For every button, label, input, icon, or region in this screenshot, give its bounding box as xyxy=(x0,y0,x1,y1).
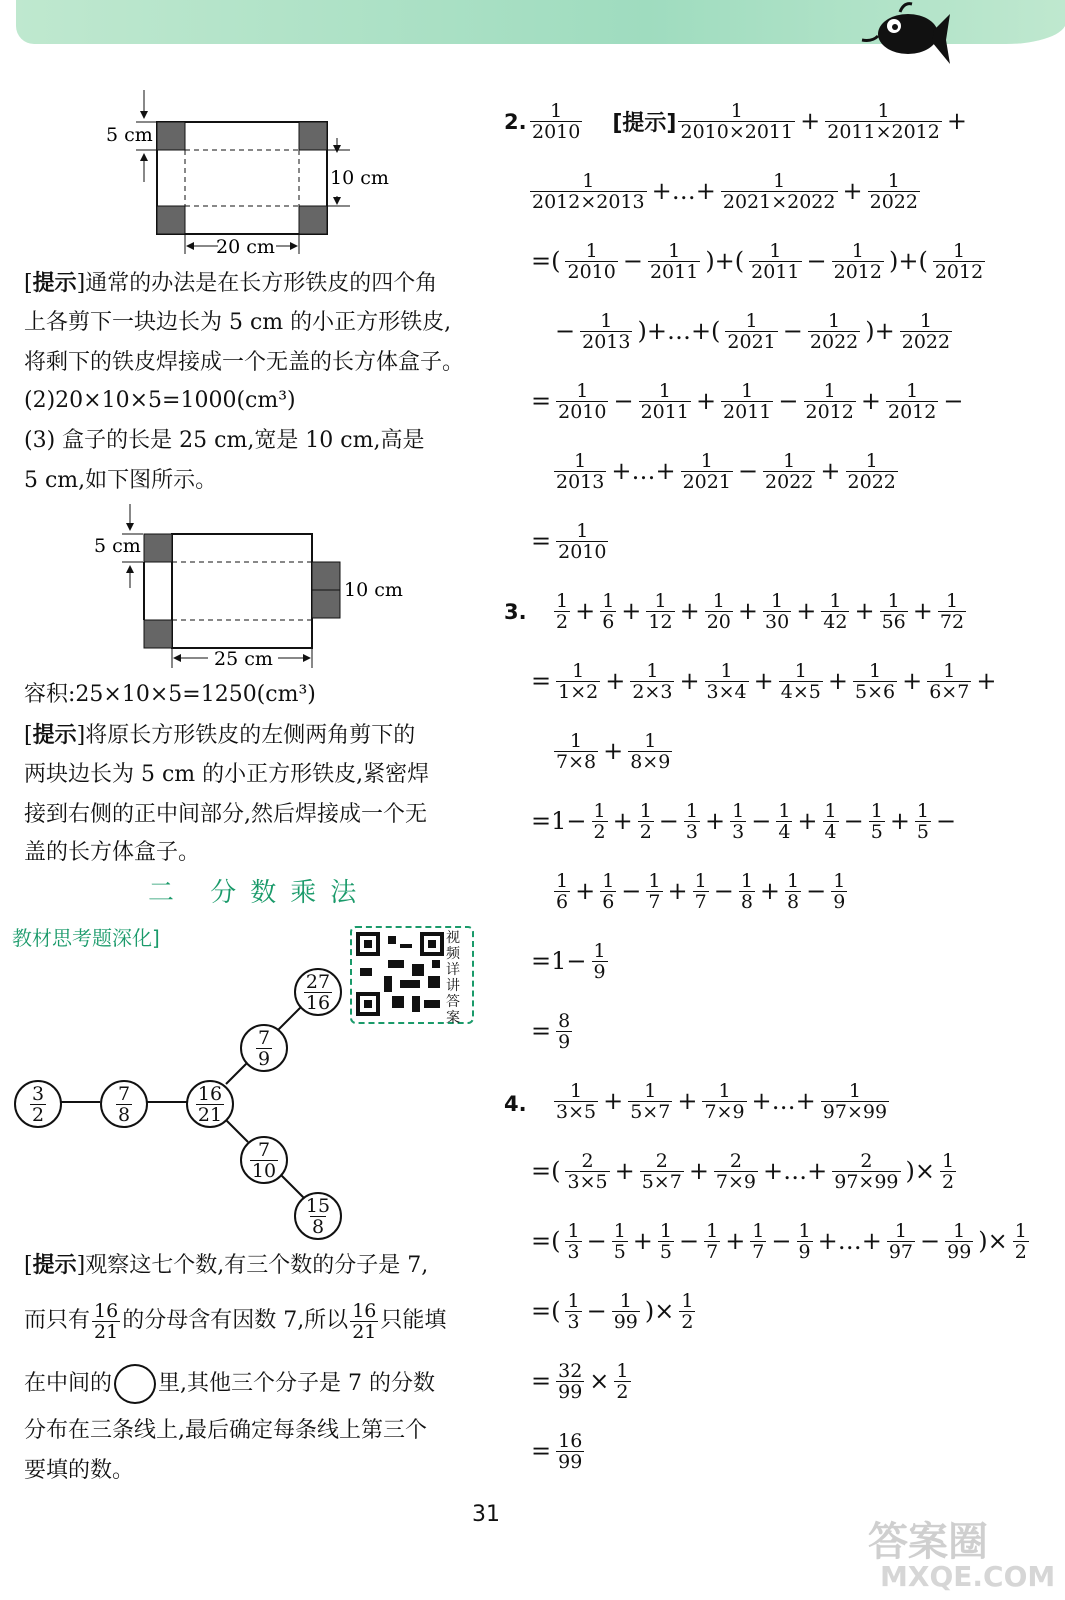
hint2-line1: [提示]将原长方形铁皮的左侧两角剪下的 xyxy=(24,722,416,748)
hint3-line2: 而只有 $\frac{16}{21}$ 的分母含有因数 7,所以 $\frac{16}{21}$ 只能填 xyxy=(24,1299,447,1343)
hint3-line1: [提示]观察这七个数,有三个数的分子是 7, xyxy=(24,1252,429,1278)
p4-line2: =( $\frac{2}{3\times 5}$ + $\frac{2}{5\times 7}$ + $\frac{2}{7\times 9}$ +…+ $\frac{2}{97\times 99}$ )× $\frac{1}{2}$ xyxy=(531,1149,955,1193)
p3-line1: $\frac{1}{2}$ + $\frac{1}{6}$ + $\frac{1}{12}$ + $\frac{1}{20}$ + $\frac{1}{30}$ + $\frac{1}{42}$ + $\frac{1}{56}$ + $\frac{1}{72}$ xyxy=(556,589,965,633)
p2-line5: = $\frac{1}{2010}$ − $\frac{1}{2011}$ + $\frac{1}{2011}$ − $\frac{1}{2012}$ + $\frac{1}{2012}$ − xyxy=(531,379,964,423)
problem-4-number: 4. xyxy=(504,1092,527,1116)
tree-node-lower-mid: $\frac{7}{10}$ xyxy=(240,1136,288,1184)
hint3-line4: 分布在三条线上,最后确定每条线上第三个 xyxy=(24,1418,427,1443)
p4-line4: =( $\frac{1}{3}$ − $\frac{1}{99}$ )× $\frac{1}{2}$ xyxy=(531,1289,694,1333)
p2-line1: $\frac{1}{2010}$ [提示] $\frac{1}{2010\times 2011}$ + $\frac{1}{2011\times 2012}$ + xyxy=(532,99,967,143)
qr-label: 视频详讲答案 xyxy=(446,930,460,1026)
fig1-height-label: 10 cm xyxy=(330,167,389,189)
fish-mascot-icon xyxy=(860,0,950,72)
hint2-line4: 盖的长方体盒子。 xyxy=(24,840,201,865)
tree-node-upper-end: $\frac{27}{16}$ xyxy=(294,968,342,1016)
figure-rectangle-20cm xyxy=(100,88,420,258)
p3-line3: $\frac{1}{7\times 8}$ + $\frac{1}{8\times 9}$ xyxy=(556,729,671,773)
watermark-url: MXQE.COM xyxy=(880,1560,1056,1593)
fig2-height-label: 10 cm xyxy=(344,579,403,601)
p2-line4: − $\frac{1}{2013}$ )+…+( $\frac{1}{2021}$ − $\frac{1}{2022}$ )+ $\frac{1}{2022}$ xyxy=(555,309,951,353)
problem-2-number: 2. xyxy=(504,110,527,134)
p2-hint-label: [提示] xyxy=(612,110,677,136)
fig1-width-label: 20 cm xyxy=(216,236,275,258)
qr-code-icon xyxy=(356,932,444,1016)
p3-result: = $\frac{8}{9}$ xyxy=(531,1009,571,1053)
p3-line6: =1− $\frac{1}{9}$ xyxy=(531,939,606,983)
p4-line1: $\frac{1}{3\times 5}$ + $\frac{1}{5\times 7}$ + $\frac{1}{7\times 9}$ +…+ $\frac{1}{97\times 99}$ xyxy=(556,1079,888,1123)
hint1-line1: [提示]通常的办法是在长方形铁皮的四个角 xyxy=(24,270,438,296)
hint2-line3: 接到右侧的正中间部分,然后焊接成一个无 xyxy=(24,802,427,827)
fig2-width-label: 25 cm xyxy=(214,648,273,670)
p2-line3: =( $\frac{1}{2010}$ − $\frac{1}{2011}$ )+( $\frac{1}{2011}$ − $\frac{1}{2012}$ )+( $\frac{1}{2012}$ xyxy=(531,239,984,283)
watermark-logo: 答案圈 xyxy=(868,1519,988,1565)
empty-circle-icon xyxy=(114,1364,156,1404)
answer-part2: (2)20×10×5=1000(cm³) xyxy=(24,388,296,413)
p3-line2: = $\frac{1}{1\times 2}$ + $\frac{1}{2\times 3}$ + $\frac{1}{3\times 4}$ + $\frac{1}{4\times 5}$ + $\frac{1}{5\times 6}$ + $\frac{1}{6\times 7}$ + xyxy=(531,659,997,703)
problem-3-number: 3. xyxy=(504,600,527,624)
answer-part3-line1: (3) 盒子的长是 25 cm,宽是 10 cm,高是 xyxy=(24,428,425,453)
tree-node-center: $\frac{16}{21}$ xyxy=(186,1080,234,1128)
tree-node-1: $\frac{3}{2}$ xyxy=(14,1080,62,1128)
p4-result: = $\frac{16}{99}$ xyxy=(531,1429,583,1473)
tree-node-upper-mid: $\frac{7}{9}$ xyxy=(240,1024,288,1072)
hint1-line3: 将剩下的铁皮焊接成一个无盖的长方体盒子。 xyxy=(24,350,465,375)
section-title: 二 分数乘法 xyxy=(148,878,371,908)
hint3-line5: 要填的数。 xyxy=(24,1458,135,1483)
hint3-line3: 在中间的 里,其他三个分子是 7 的分数 xyxy=(24,1364,435,1404)
tree-node-lower-end: $\frac{15}{8}$ xyxy=(294,1192,342,1240)
p2-result: = $\frac{1}{2010}$ xyxy=(531,519,607,563)
p4-line3: =( $\frac{1}{3}$ − $\frac{1}{5}$ + $\frac{1}{5}$ − $\frac{1}{7}$ + $\frac{1}{7}$ − $\frac{1}{9}$ +…+ $\frac{1}{97}$ − $\frac{1}{99}$ )× $\frac{1}{2}$ xyxy=(531,1219,1027,1263)
figure-rectangle-25cm xyxy=(88,498,428,674)
p4-line5: = $\frac{32}{99}$ × $\frac{1}{2}$ xyxy=(531,1359,629,1403)
tree-node-2: $\frac{7}{8}$ xyxy=(100,1080,148,1128)
p2-line6: $\frac{1}{2013}$ +…+ $\frac{1}{2021}$ − $\frac{1}{2022}$ + $\frac{1}{2022}$ xyxy=(556,449,896,493)
volume-answer: 容积:25×10×5=1250(cm³) xyxy=(24,682,316,707)
hint2-line2: 两块边长为 5 cm 的小正方形铁皮,紧密焊 xyxy=(24,762,430,787)
p3-line4: =1− $\frac{1}{2}$ + $\frac{1}{2}$ − $\frac{1}{3}$ + $\frac{1}{3}$ − $\frac{1}{4}$ + $\frac{1}{4}$ − $\frac{1}{5}$ + $\frac{1}{5}$ − xyxy=(531,799,957,843)
page-number: 31 xyxy=(472,1502,500,1527)
p2-line2: $\frac{1}{2012\times 2013}$ +…+ $\frac{1}{2021\times 2022}$ + $\frac{1}{2022}$ xyxy=(532,169,918,213)
fig2-corner-label: 5 cm xyxy=(94,535,141,557)
section-tag: 教材思考题深化] xyxy=(12,926,160,950)
p3-line5: $\frac{1}{6}$ + $\frac{1}{6}$ − $\frac{1}{7}$ + $\frac{1}{7}$ − $\frac{1}{8}$ + $\frac{1}{8}$ − $\frac{1}{9}$ xyxy=(556,869,846,913)
hint1-line2: 上各剪下一块边长为 5 cm 的小正方形铁皮, xyxy=(24,310,452,335)
fig1-corner-label: 5 cm xyxy=(106,124,153,146)
answer-part3-line2: 5 cm,如下图所示。 xyxy=(24,468,218,493)
